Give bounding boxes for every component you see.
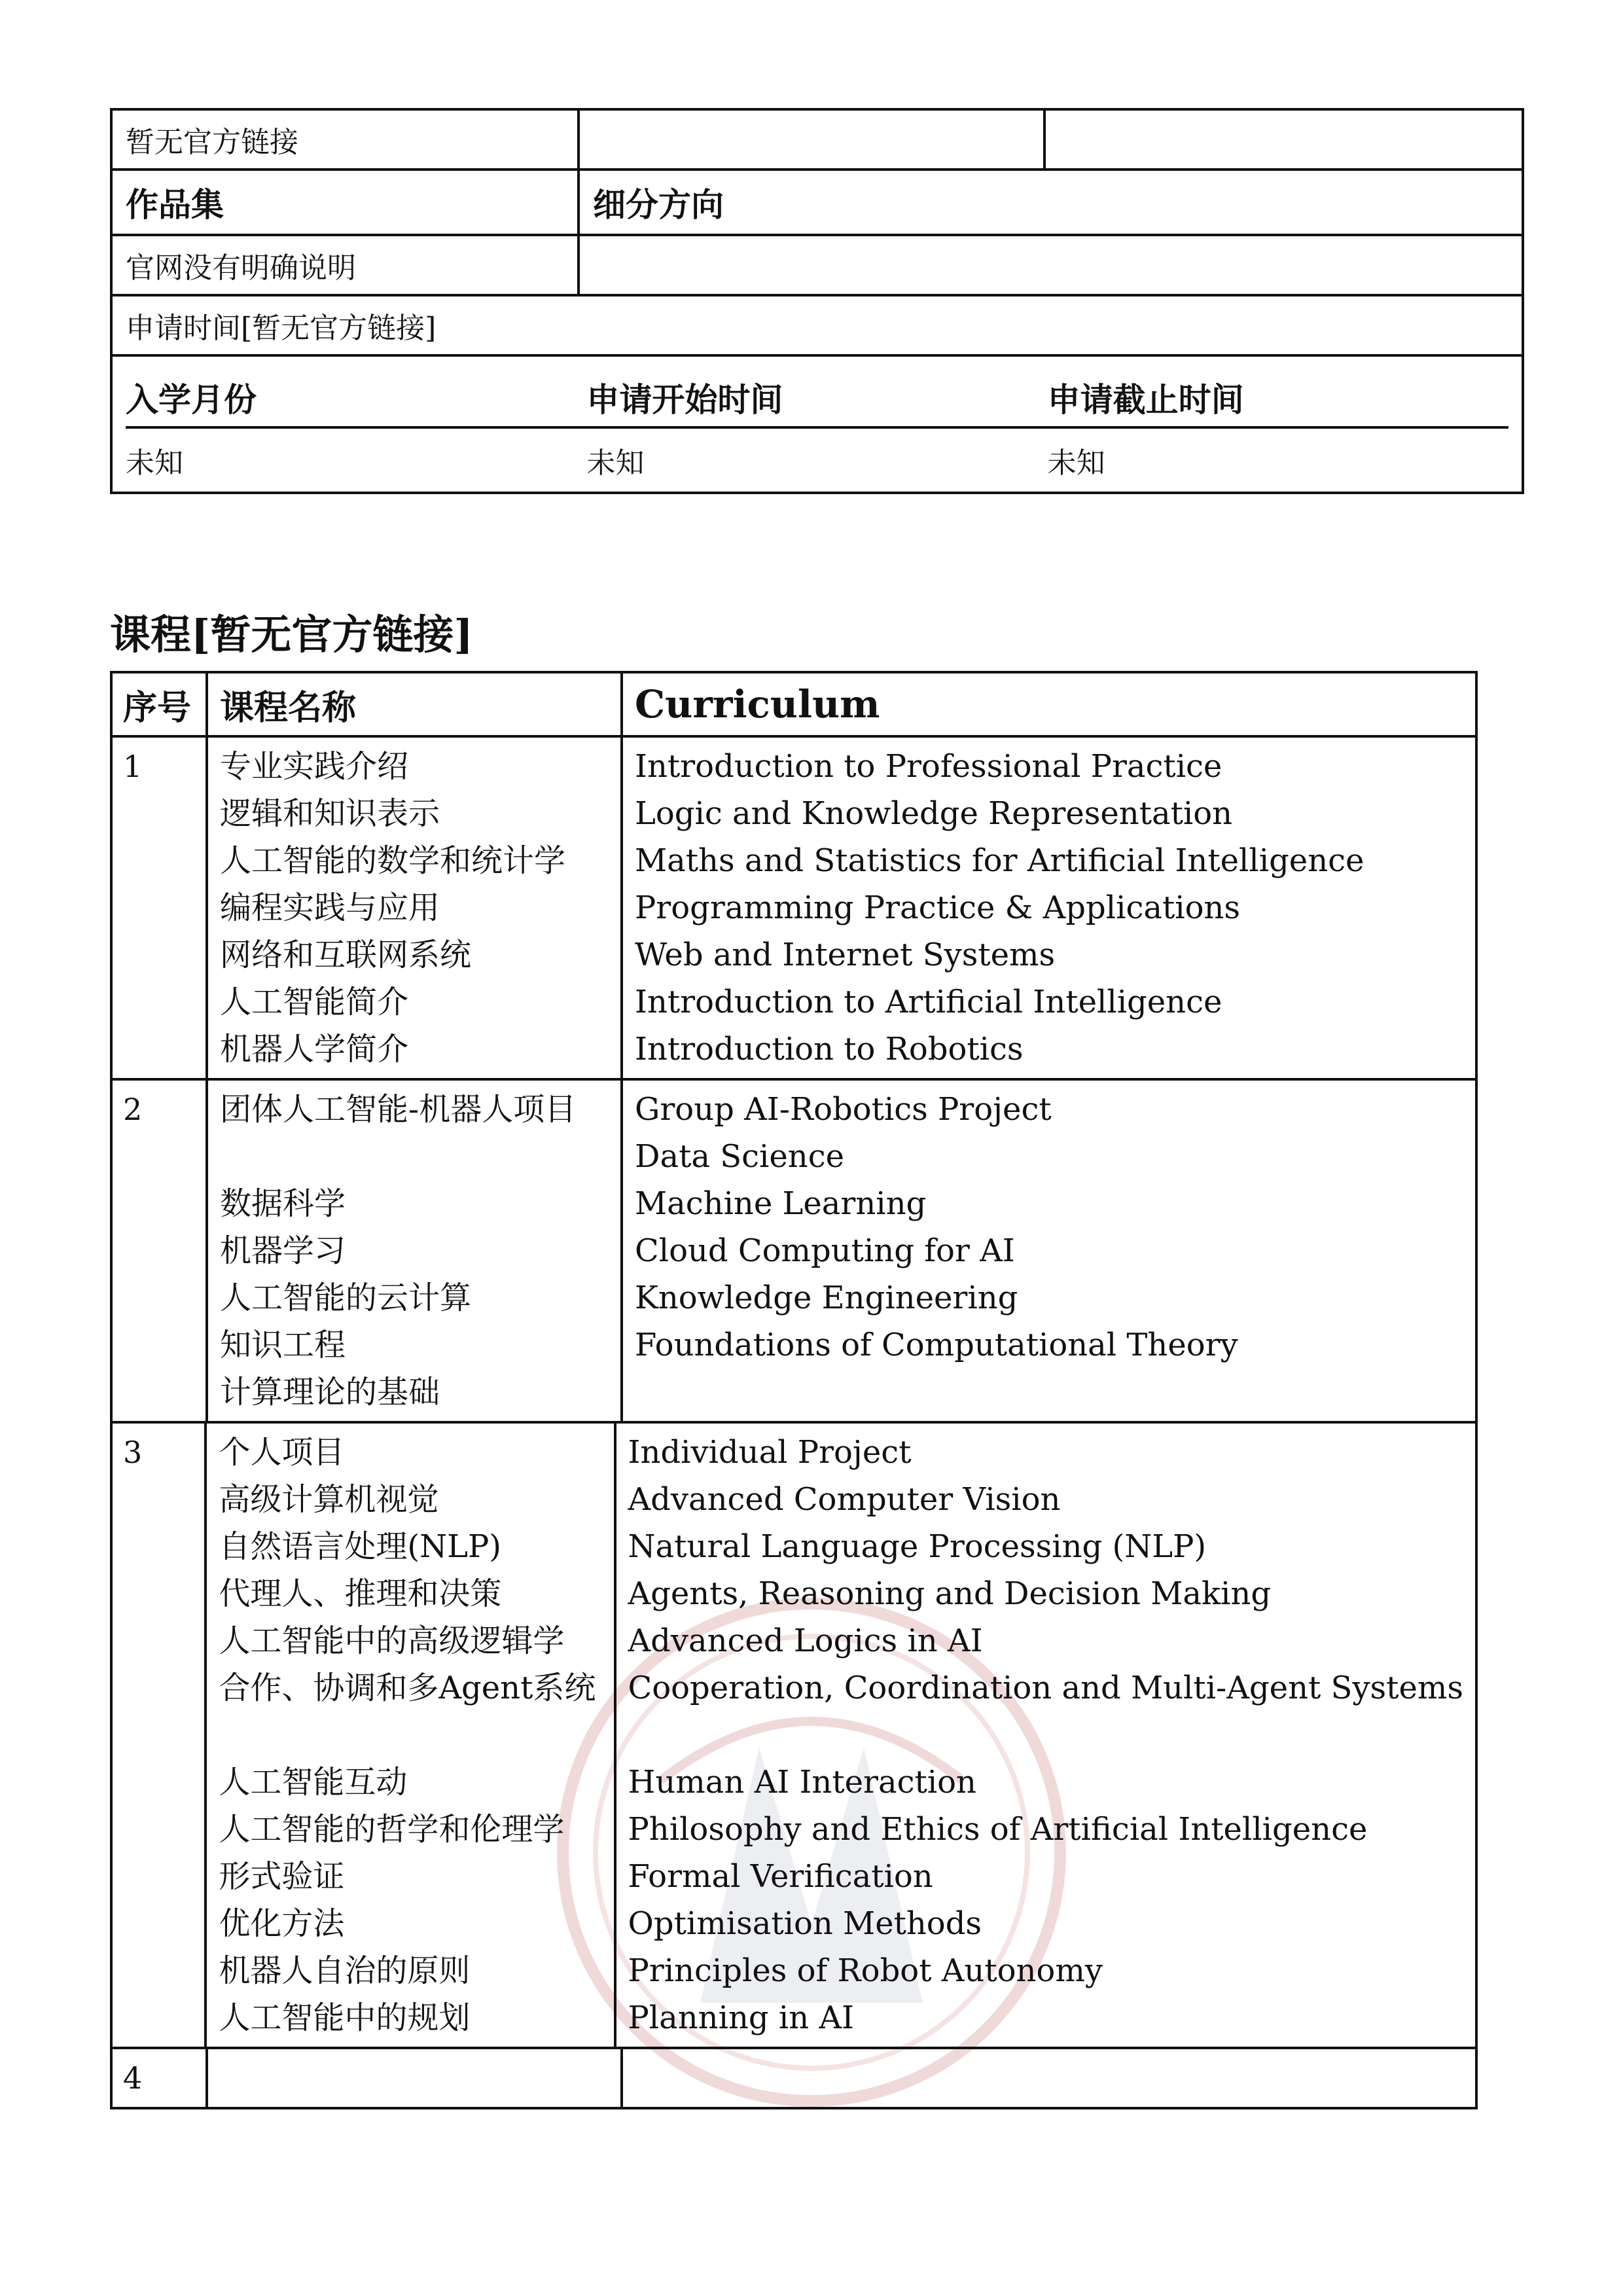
course-name-en: Planning in AI bbox=[628, 2000, 854, 2036]
course-name-cn: 数据科学 bbox=[220, 1185, 346, 1222]
col-header-curriculum: Curriculum bbox=[635, 682, 880, 726]
enrollment-month-header: 入学月份 bbox=[126, 380, 257, 419]
curriculum-cell bbox=[623, 738, 1475, 1078]
course-name-cn: 人工智能简介 bbox=[220, 984, 409, 1020]
application-start-value: 未知 bbox=[586, 446, 645, 480]
row-number: 4 bbox=[123, 2060, 143, 2096]
curriculum-cell bbox=[616, 1424, 1476, 2047]
course-name-en: Formal Verification bbox=[628, 1858, 933, 1895]
application-deadline-value: 未知 bbox=[1047, 446, 1105, 480]
course-name-en: Principles of Robot Autonomy bbox=[628, 1952, 1103, 1989]
course-name-en: Logic and Knowledge Representation bbox=[635, 795, 1233, 832]
info-empty-cell bbox=[577, 111, 1043, 168]
course-name-en: Introduction to Artificial Intelligence bbox=[635, 984, 1222, 1020]
dates-value-row bbox=[126, 429, 1508, 492]
course-name-cn: 计算理论的基础 bbox=[220, 1374, 440, 1410]
course-name-en bbox=[628, 1712, 1464, 1759]
row-number-cell bbox=[113, 2049, 208, 2107]
course-name-en: Maths and Statistics for Artificial Intelligence bbox=[635, 842, 1364, 879]
course-name-en: Cloud Computing for AI bbox=[635, 1232, 1015, 1269]
course-name-cell bbox=[208, 2049, 623, 2107]
course-name-cn bbox=[219, 1712, 601, 1759]
course-name-cn: 网络和互联网系统 bbox=[220, 937, 472, 973]
course-name-cn: 机器人学简介 bbox=[220, 1031, 409, 1067]
curriculum-table bbox=[110, 671, 1478, 2109]
course-name-cn: 优化方法 bbox=[219, 1905, 345, 1942]
curriculum-row bbox=[113, 1424, 1475, 2049]
dates-subtable bbox=[113, 357, 1522, 492]
course-name-cn: 人工智能的哲学和伦理学 bbox=[219, 1811, 565, 1848]
course-name-cn: 编程实践与应用 bbox=[220, 889, 440, 926]
curriculum-header-row bbox=[113, 673, 1475, 738]
course-name-cn: 高级计算机视觉 bbox=[219, 1481, 439, 1518]
course-name-en: Human AI Interaction bbox=[628, 1764, 976, 1801]
info-row-dates bbox=[113, 357, 1522, 492]
program-info-table bbox=[110, 108, 1524, 494]
curriculum-body bbox=[113, 738, 1475, 2107]
course-name-cn: 知识工程 bbox=[220, 1327, 346, 1363]
row-number: 1 bbox=[123, 749, 143, 784]
curriculum-section-title: 课程[暂无官方链接] bbox=[110, 611, 473, 658]
info-row-portfolio-value bbox=[113, 236, 1522, 296]
course-name-cn bbox=[220, 1133, 609, 1180]
sub-direction-label: 细分方向 bbox=[577, 171, 1522, 234]
course-name-en bbox=[635, 1369, 1463, 1416]
course-name-cn: 形式验证 bbox=[219, 1858, 345, 1895]
sub-direction-value bbox=[577, 236, 1522, 294]
curriculum-row bbox=[113, 2049, 1475, 2107]
course-name-en: Philosophy and Ethics of Artificial Intelligence bbox=[628, 1811, 1368, 1848]
course-name-en: Machine Learning bbox=[635, 1185, 927, 1222]
course-name-cn: 代理人、推理和决策 bbox=[219, 1575, 502, 1612]
course-name-en: Advanced Logics in AI bbox=[628, 1623, 983, 1659]
portfolio-label: 作品集 bbox=[126, 185, 224, 224]
row-number-cell bbox=[113, 738, 208, 1078]
enrollment-month-value: 未知 bbox=[126, 446, 183, 480]
course-name-en: Web and Internet Systems bbox=[635, 937, 1056, 973]
course-name-cn: 自然语言处理(NLP) bbox=[219, 1528, 501, 1565]
portfolio-value: 官网没有明确说明 bbox=[126, 251, 356, 285]
application-deadline-header: 申请截止时间 bbox=[1047, 380, 1244, 419]
course-name-en: Data Science bbox=[635, 1138, 844, 1175]
curriculum-cell bbox=[623, 1081, 1475, 1421]
course-name-en: Programming Practice & Applications bbox=[635, 889, 1241, 926]
info-row-portfolio-header bbox=[113, 171, 1522, 236]
dates-header-row bbox=[126, 368, 1508, 429]
application-time-label: 申请时间[暂无官方链接] bbox=[126, 312, 437, 345]
course-name-cn: 人工智能的云计算 bbox=[220, 1280, 472, 1316]
course-name-en: Foundations of Computational Theory bbox=[635, 1327, 1238, 1363]
row-number: 3 bbox=[123, 1435, 143, 1470]
application-start-header: 申请开始时间 bbox=[586, 380, 783, 419]
course-name-cn: 人工智能中的规划 bbox=[219, 2000, 471, 2036]
course-name-cn: 团体人工智能-机器人项目 bbox=[220, 1091, 577, 1128]
course-name-en: Agents, Reasoning and Decision Making bbox=[628, 1575, 1272, 1612]
course-name-cn bbox=[220, 2054, 609, 2102]
course-name-en: Cooperation, Coordination and Multi-Agent Systems bbox=[628, 1670, 1463, 1706]
course-name-cn: 人工智能互动 bbox=[219, 1764, 408, 1801]
course-name-cn: 专业实践介绍 bbox=[220, 748, 409, 785]
info-empty-cell bbox=[1043, 111, 1522, 168]
course-name-cn: 人工智能中的高级逻辑学 bbox=[219, 1623, 565, 1659]
course-name-cell bbox=[208, 1081, 623, 1421]
row-number-cell bbox=[113, 1081, 208, 1421]
course-name-en: Introduction to Professional Practice bbox=[635, 748, 1222, 785]
course-name-cn: 合作、协调和多Agent系统 bbox=[219, 1670, 596, 1706]
course-name-cn: 人工智能的数学和统计学 bbox=[220, 842, 566, 879]
course-name-cn: 个人项目 bbox=[219, 1434, 345, 1471]
col-header-course-name: 课程名称 bbox=[208, 673, 623, 735]
course-name-cn: 机器学习 bbox=[220, 1232, 346, 1269]
course-name-en: Optimisation Methods bbox=[628, 1905, 982, 1942]
curriculum-row bbox=[113, 738, 1475, 1081]
info-row-application-time bbox=[113, 296, 1522, 357]
course-name-cell bbox=[207, 1424, 616, 2047]
course-name-cell bbox=[208, 738, 623, 1078]
info-row-link bbox=[113, 111, 1522, 171]
course-name-en: Group AI-Robotics Project bbox=[635, 1091, 1052, 1128]
row-number: 2 bbox=[123, 1092, 143, 1127]
curriculum-cell bbox=[623, 2049, 1475, 2107]
curriculum-row bbox=[113, 1081, 1475, 1424]
course-name-en bbox=[635, 2054, 1463, 2102]
course-name-en: Knowledge Engineering bbox=[635, 1280, 1018, 1316]
course-name-cn: 逻辑和知识表示 bbox=[220, 795, 440, 832]
course-name-cn: 机器人自治的原则 bbox=[219, 1952, 471, 1989]
course-name-en: Natural Language Processing (NLP) bbox=[628, 1528, 1207, 1565]
info-link-cell: 暂无官方链接 bbox=[126, 126, 298, 159]
col-header-number: 序号 bbox=[113, 673, 208, 735]
course-name-en: Individual Project bbox=[628, 1434, 912, 1471]
course-name-en: Introduction to Robotics bbox=[635, 1031, 1024, 1067]
row-number-cell bbox=[113, 1424, 207, 2047]
course-name-en: Advanced Computer Vision bbox=[628, 1481, 1061, 1518]
